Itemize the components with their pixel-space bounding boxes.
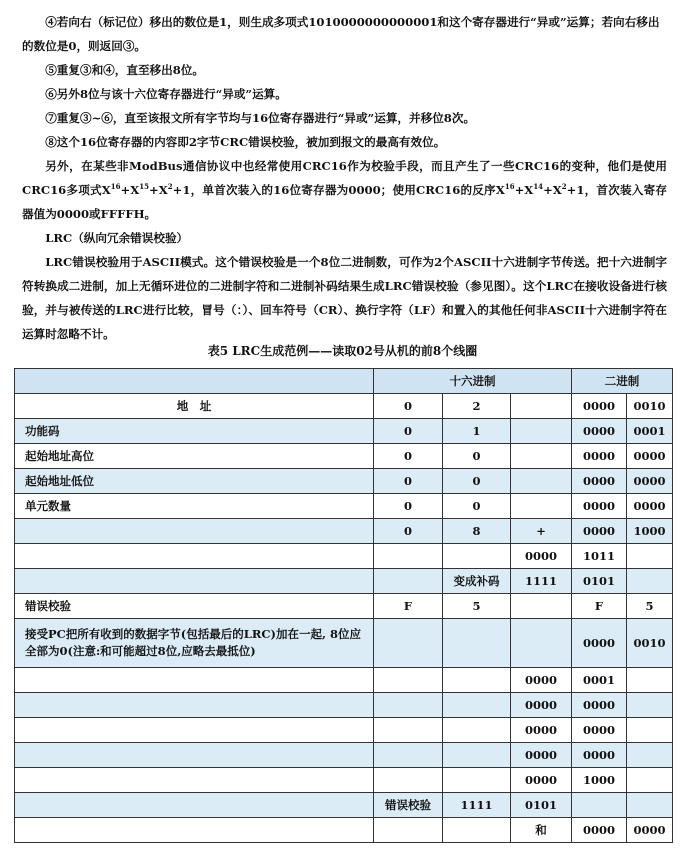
table-cell xyxy=(443,619,511,668)
table-cell: 0000 xyxy=(572,444,627,469)
table-cell: 0001 xyxy=(627,419,673,444)
table-cell: 0000 xyxy=(572,519,627,544)
table-cell xyxy=(374,768,443,793)
table-cell xyxy=(15,743,374,768)
table-cell xyxy=(15,818,374,843)
table-row xyxy=(15,419,673,444)
table-cell: 1000 xyxy=(627,519,673,544)
table-cell: 0000 xyxy=(511,718,572,743)
table-cell xyxy=(15,793,374,818)
exp-16: 16 xyxy=(110,182,121,191)
table-cell xyxy=(443,693,511,718)
table-cell xyxy=(627,668,673,693)
table-row xyxy=(15,793,673,818)
table-cell: 0000 xyxy=(511,768,572,793)
table-cell: F xyxy=(374,594,443,619)
table-cell xyxy=(15,768,374,793)
table-cell: 0001 xyxy=(572,668,627,693)
table-cell: 0000 xyxy=(572,469,627,494)
table-cell: 功能码 xyxy=(15,419,374,444)
table-cell: 8 xyxy=(443,519,511,544)
table-cell: 0 xyxy=(374,519,443,544)
table-cell xyxy=(15,718,374,743)
table-row xyxy=(15,768,673,793)
table-cell: 0 xyxy=(374,394,443,419)
table-row xyxy=(15,619,673,668)
crc16-text-c: +X xyxy=(149,183,168,197)
table-cell: 0000 xyxy=(511,668,572,693)
table-cell: 0000 xyxy=(572,743,627,768)
table-cell: 0000 xyxy=(627,494,673,519)
table-row xyxy=(15,718,673,743)
table-cell: 0010 xyxy=(627,619,673,668)
table-cell xyxy=(627,743,673,768)
table-cell xyxy=(511,394,572,419)
table-row xyxy=(15,818,673,843)
exp-14: 14 xyxy=(533,182,544,191)
table-cell: 1000 xyxy=(572,768,627,793)
table-header-row xyxy=(15,369,673,394)
table-cell: 错误校验 xyxy=(15,594,374,619)
table-cell: 0101 xyxy=(511,793,572,818)
table-cell xyxy=(374,569,443,594)
lrc-example-table xyxy=(14,368,673,843)
table-cell: 0000 xyxy=(572,619,627,668)
table-cell: 0 xyxy=(443,444,511,469)
table-cell: 错误校验 xyxy=(374,793,443,818)
table-cell xyxy=(627,768,673,793)
table-cell: 0 xyxy=(374,444,443,469)
crc16-variant-paragraph xyxy=(22,154,667,226)
lrc-heading: LRC（纵向冗余错误校验） xyxy=(45,231,189,245)
table-cell xyxy=(627,544,673,569)
table-cell: 0000 xyxy=(572,419,627,444)
table-cell xyxy=(572,793,627,818)
table-row xyxy=(15,569,673,594)
table-cell xyxy=(374,743,443,768)
step-5-paragraph: ⑤重复③和④，直至移出8位。 xyxy=(45,63,204,77)
crc16-text-d: +1，单首次装入的16位寄存器为0000；使用CRC16的反序X xyxy=(172,183,505,197)
table-cell: 起始地址低位 xyxy=(15,469,374,494)
table-cell: 0 xyxy=(443,494,511,519)
table-cell: 5 xyxy=(627,594,673,619)
step-8-paragraph: ⑧这个16位寄存器的内容即2字节CRC错误校验，被加到报文的最高有效位。 xyxy=(45,135,446,149)
table-cell xyxy=(374,668,443,693)
table-cell: 起始地址高位 xyxy=(15,444,374,469)
table-cell xyxy=(511,469,572,494)
crc16-text-a: 另外，在某些非ModBus通信协议中也经常使用CRC16作为校验手段，而且产生了一些CRC16的变种，他们是使用CRC16多项式X xyxy=(22,159,667,197)
exp-2: 2 xyxy=(167,182,173,191)
exp-16b: 16 xyxy=(504,182,515,191)
table-cell xyxy=(374,718,443,743)
header-hex: 十六进制 xyxy=(374,369,572,394)
table-cell xyxy=(374,693,443,718)
table-cell: 0 xyxy=(374,494,443,519)
table-cell xyxy=(443,668,511,693)
table-row xyxy=(15,594,673,619)
table-cell: 5 xyxy=(443,594,511,619)
table-row xyxy=(15,519,673,544)
table-cell xyxy=(627,693,673,718)
table-cell xyxy=(15,668,374,693)
crc16-text-b: +X xyxy=(120,183,140,197)
table-cell: F xyxy=(572,594,627,619)
table-cell: 0000 xyxy=(572,693,627,718)
table-cell xyxy=(627,718,673,743)
table-row xyxy=(15,743,673,768)
table-cell xyxy=(443,768,511,793)
table-row xyxy=(15,544,673,569)
header-binary: 二进制 xyxy=(572,369,673,394)
step-7-paragraph: ⑦重复③~⑥，直至该报文所有字节均与16位寄存器进行“异或”运算，并移位8次。 xyxy=(45,111,476,125)
exp-2b: 2 xyxy=(561,182,567,191)
table-cell xyxy=(15,693,374,718)
table-cell: 单元数量 xyxy=(15,494,374,519)
table-cell: 0010 xyxy=(627,394,673,419)
table-cell: 1011 xyxy=(572,544,627,569)
table-cell xyxy=(443,718,511,743)
table-cell xyxy=(511,444,572,469)
table-row xyxy=(15,693,673,718)
table-cell xyxy=(443,743,511,768)
table-cell: 0000 xyxy=(511,693,572,718)
table-cell: 0000 xyxy=(572,394,627,419)
table-cell xyxy=(15,544,374,569)
table-cell: 0000 xyxy=(627,469,673,494)
table-cell: 2 xyxy=(443,394,511,419)
table-cell: + xyxy=(511,519,572,544)
table-cell: 0000 xyxy=(511,743,572,768)
table-cell: 变成补码 xyxy=(443,569,511,594)
table-cell xyxy=(374,818,443,843)
table-caption: 表5 LRC生成范例——读取02号从机的前8个线圈 xyxy=(207,344,478,358)
table-cell: 0000 xyxy=(511,544,572,569)
table-cell: 0 xyxy=(443,469,511,494)
table-cell xyxy=(443,544,511,569)
table-cell: 0000 xyxy=(572,494,627,519)
table-cell: 1 xyxy=(443,419,511,444)
table-cell xyxy=(15,519,374,544)
table-cell xyxy=(627,569,673,594)
table-cell xyxy=(511,419,572,444)
table-cell xyxy=(627,793,673,818)
table-cell xyxy=(374,544,443,569)
table-cell: 0101 xyxy=(572,569,627,594)
table-cell xyxy=(15,569,374,594)
table-cell xyxy=(511,619,572,668)
table-cell: 0000 xyxy=(627,818,673,843)
table-row xyxy=(15,668,673,693)
lrc-description-paragraph: LRC错误校验用于ASCII模式。这个错误校验是一个8位二进制数，可作为2个ASCII十六进制字节传送。把十六进制字符转换成二进制，加上无循环进位的二进制字符和二进制补码结果生成LRC错误校验（参见图）。这个LRC在接收设备进行核验，并与被传送的LRC进行比较，冒号（：）、回车符号（CR）、换行字符（LF）和置入的其他任何非ASCII十六进制字符在运算时忽略不计。 xyxy=(22,255,667,341)
table-cell: 0000 xyxy=(572,718,627,743)
table-row xyxy=(15,394,673,419)
crc16-text-e: +X xyxy=(514,183,534,197)
table-cell xyxy=(511,594,572,619)
table-row xyxy=(15,444,673,469)
table-cell: 1111 xyxy=(443,793,511,818)
crc16-text-f: +X xyxy=(543,183,562,197)
crc16-text-g: +1，首次装入寄存器值为0000或FFFFH。 xyxy=(22,183,667,221)
table-cell: 1111 xyxy=(511,569,572,594)
table-row xyxy=(15,494,673,519)
table-cell: 地 址 xyxy=(15,394,374,419)
table-cell: 0000 xyxy=(572,818,627,843)
table-cell: 接受PC把所有收到的数据字节(包括最后的LRC)加在一起, 8位应全部为0(注意:和可能超过8位,应略去最抵位) xyxy=(15,619,374,668)
table-cell: 0 xyxy=(374,469,443,494)
step-4-paragraph: ④若向右（标记位）移出的数位是1，则生成多项式1010000000000001和这个寄存器进行“异或”运算；若向右移出的数位是0，则返回③。 xyxy=(22,15,660,53)
table-cell xyxy=(374,619,443,668)
step-6-paragraph: ⑥另外8位与该十六位寄存器进行“异或”运算。 xyxy=(45,87,287,101)
table-row xyxy=(15,469,673,494)
table-cell xyxy=(443,818,511,843)
table-cell xyxy=(511,494,572,519)
header-blank xyxy=(15,369,374,394)
table-cell: 和 xyxy=(511,818,572,843)
exp-15: 15 xyxy=(139,182,150,191)
table-cell: 0000 xyxy=(627,444,673,469)
table-cell: 0 xyxy=(374,419,443,444)
